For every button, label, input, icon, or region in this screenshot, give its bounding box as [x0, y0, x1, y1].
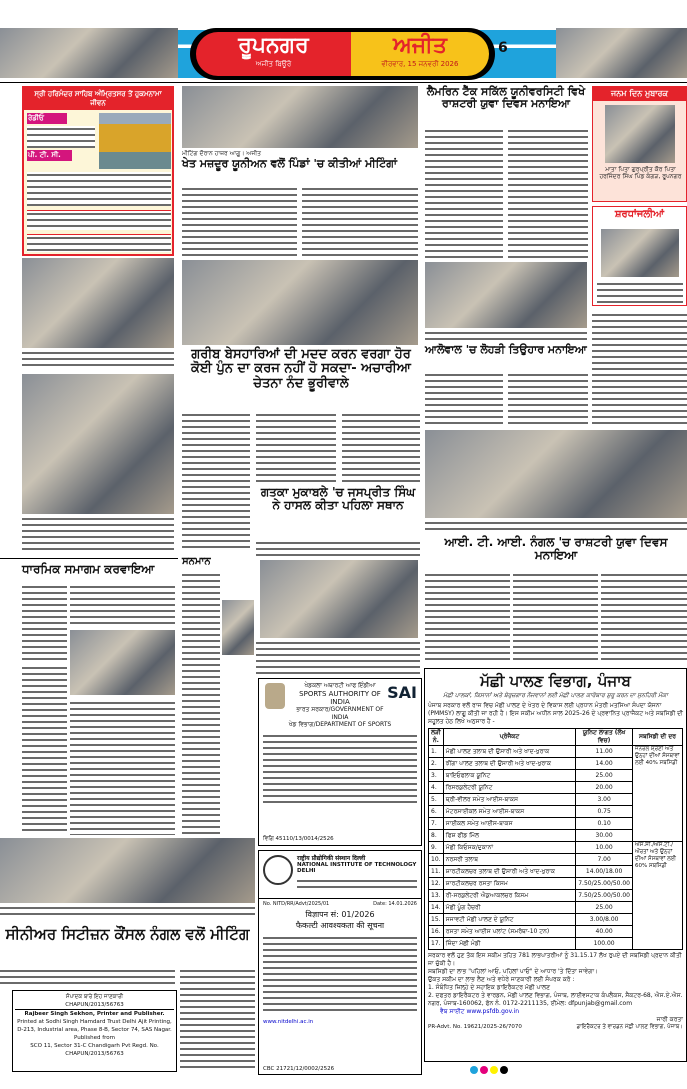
birthday-box: [592, 86, 687, 202]
article-body: [508, 372, 588, 428]
table-cell: 3.00/8.00: [576, 914, 633, 926]
table-cell: 20.00: [576, 782, 633, 794]
tributes-title: ਸ਼ਰਧਾਂਜਲੀਆਂ: [614, 209, 665, 220]
imprint-line: Rajbeer Singh Sekhon, Printer and Publisher.: [15, 1009, 174, 1018]
table-cell: 16.: [429, 926, 444, 938]
photo-caption: ਮੀਟਿੰਗ ਦੌਰਾਨ ਹਾਜ਼ਰ ਆਗੂ। ਅਜੀਤ: [182, 150, 261, 157]
masthead-logo: [190, 28, 495, 80]
nit-logo-icon: [263, 855, 293, 885]
article-body: [342, 412, 420, 482]
table-cell: 13.: [429, 890, 444, 902]
headline-farm-labour: ਖੇਤ ਮਜ਼ਦੂਰ ਯੂਨੀਅਨ ਵਲੋਂ ਪਿੰਡਾਂ 'ਚ ਕੀਤੀਆਂ ਮੀਟਿੰਗਾਂ: [182, 157, 398, 170]
news-photo: [22, 374, 174, 514]
article-body: [592, 312, 687, 427]
table-cell: 10.: [429, 854, 444, 866]
registration-marks: [470, 1066, 508, 1074]
imprint-line: SCO 11, Sector 31-C Chandigarh Pvt Regd. No. CHAPUN/2013/56763: [30, 1043, 159, 1057]
table-cell: 14.00: [576, 758, 633, 770]
gurbani-text: [27, 172, 171, 206]
photo-caption: [0, 905, 255, 917]
article-body: [256, 412, 336, 482]
header-photo-right: [556, 28, 687, 78]
fisheries-issuer: ਡਾਇਰੈਕਟਰ ਤੇ ਵਾਰਡਨ ਮੱਛੀ ਪਾਲਣ ਵਿਭਾਗ, ਪੰਜਾਬ।: [576, 1024, 683, 1030]
subsidy-table: [428, 728, 683, 950]
nit-footer: CBC 21721/12/0002/2526: [263, 1066, 335, 1072]
photo-caption: [425, 520, 687, 532]
photo-caption: [597, 281, 683, 303]
article-body: [0, 968, 175, 986]
headline-lohri: ਆਲੋਵਾਲ 'ਚ ਲੋਹੜੀ ਤਿਉਹਾਰ ਮਨਾਇਆ: [425, 343, 587, 356]
table-cell: ਮੋਟਰਸਾਈਕਲ ਸਮੇਤ ਆਈਸ-ਬਾਕਸ: [443, 806, 575, 818]
table-cell: 1.: [429, 746, 444, 758]
table-cell: 17.: [429, 938, 444, 950]
page-number: 6: [498, 40, 508, 56]
sai-ref: ਵਿਗਿ 45110/13/0014/2526: [263, 836, 334, 842]
gurbani-box: [22, 86, 174, 256]
table-cell: 7.50/25.00/50.00: [576, 878, 633, 890]
table-cell: 11.00: [576, 746, 633, 758]
photo-caption: [22, 350, 174, 368]
fisheries-note: ਉਕਤ ਸਕੀਮ ਦਾ ਲਾਭ ਲੈਣ ਅਤੇ ਵਧੇਰੇ ਜਾਣਕਾਰੀ ਲਈ ਸੰਪਰਕ ਕਰੋ :: [428, 976, 575, 983]
article-body: [70, 584, 175, 627]
column-header: ਯੂਨਿਟ ਲਾਗਤ (ਲੱਖ ਵਿਚ): [576, 729, 633, 746]
article-body: [256, 640, 420, 674]
news-photo: [0, 838, 255, 903]
article-body: [182, 186, 297, 256]
table-cell: 100.00: [576, 938, 633, 950]
table-cell: ਝੀਂਗਾ ਪਾਲਣ ਤਲਾਬ ਦੀ ਉਸਾਰੀ ਅਤੇ ਖਾਦ-ਖੁਰਾਕ: [443, 758, 575, 770]
nit-advertisement: [258, 850, 422, 1075]
nit-website[interactable]: www.nitdelhi.ac.in: [263, 1019, 314, 1025]
fisheries-advertisement: [424, 668, 687, 1062]
table-cell: 5.: [429, 794, 444, 806]
fisheries-contact: 2. ਦਫਤਰ ਡਾਇਰੈਕਟਰ ਤੇ ਵਾਰਡਨ, ਮੱਛੀ ਪਾਲਣ ਵਿਭਾਗ, ਪੰਜਾਬ, ਲਾਈਵਸਟਾਕ ਕੰਪਲੈਕਸ, ਸੈਕਟਰ-68, ਐਸ.ਏ.ਐਸ. ਨਗਰ, ਪੰਜਾਬ-160062, ਫੋਨ ਨੰ. 0172-2211135, ਈਮੇਲ: dfpunjab@gmail.com: [428, 992, 683, 1007]
sai-advertisement: [258, 678, 422, 846]
fisheries-website[interactable]: ਵੈਬ ਸਾਈਟ www.psfdb.gov.in: [440, 1008, 520, 1015]
table-cell: ਬਾਇਓਫਲਾਕ ਯੂਨਿਟ: [443, 770, 575, 782]
article-body: [513, 572, 598, 660]
table-cell: 3.00: [576, 794, 633, 806]
gurbani-text: [27, 234, 171, 252]
headline-youth-day-lamrin: ਲੈਮਰਿਨ ਟੈੱਕ ਸਕਿੱਲ ਯੂਨੀਵਰਸਿਟੀ ਵਿਖੇ ਰਾਸ਼ਟਰੀ ਯੁਵਾ ਦਿਵਸ ਮਨਾਇਆ: [426, 85, 586, 111]
table-cell: ਨਰਸਰੀ ਤਲਾਬ: [443, 854, 575, 866]
photo-caption: [22, 516, 174, 552]
table-cell: 10.00: [576, 842, 633, 854]
ad-body: [263, 935, 417, 1015]
imprint-line: Printed at Sodhi Singh Hamdard Trust Delhi Ajit Printing,: [17, 1019, 172, 1025]
fisheries-intro: ਪੰਜਾਬ ਸਰਕਾਰ ਵਲੋਂ ਰਾਜ ਵਿਚ ਮੱਛੀ ਪਾਲਣ ਦੇ ਖੇਤਰ ਦੇ ਵਿਕਾਸ ਲਈ ਪ੍ਰਧਾਨ ਮੰਤਰੀ ਮਤਸਿਆ ਸੰਪਦਾ ਯੋਜਨਾ (PMMSY) ਲਾਗੂ ਕੀਤੀ ਜਾ ਰਹੀ ਹੈ। ਇਸ ਸਕੀਮ ਅਧੀਨ ਸਾਲ 2025-26 ਦੇ ਪ੍ਰਵਾਨਿਤ ਪ੍ਰਾਜੈਕਟ ਅਤੇ ਸਬਸਿਡੀ ਦੀ ਸਹੂਲਤ ਹੇਠ ਲਿਖੇ ਅਨੁਸਾਰ ਹੈ -: [428, 702, 683, 725]
table-cell: 25.00: [576, 902, 633, 914]
article-body: [256, 540, 420, 558]
sai-line: ਭਾਰਤ ਸਰਕਾਰ/GOVERNMENT OF INDIA: [296, 706, 384, 721]
table-cell: 6.: [429, 806, 444, 818]
subsidy-rate-cell: ਜਨਰਲ ਸ਼੍ਰੇਣੀ ਅਤੇ ਉਨ੍ਹਾਂ ਦੀਆਂ ਸੰਸਥਾਵਾਂ ਲਈ 40% ਸਬਸਿਡੀ: [633, 746, 683, 842]
emblem-icon: [265, 683, 285, 709]
article-body: [22, 584, 67, 662]
sai-line: ਖੇਡ ਵਿਭਾਗ/DEPARTMENT OF SPORTS: [288, 721, 392, 728]
imprint-box: [12, 990, 177, 1072]
nit-advt-no: विज्ञापन सं: 01/2026: [305, 910, 375, 919]
headline-gatka: ਗਤਕਾ ਮੁਕਾਬਲੇ 'ਚ ਜਸਪ੍ਰੀਤ ਸਿੰਘ ਨੇ ਹਾਸਲ ਕੀਤਾ ਪਹਿਲਾ ਸਥਾਨ: [260, 485, 416, 513]
subsidy-rate-cell: ਐਸ.ਸੀ./ਐਸ.ਟੀ./ ਔਰਤਾਂ ਅਤੇ ਉਨ੍ਹਾਂ ਦੀਆਂ ਸੰਸਥਾਵਾਂ ਲਈ 60% ਸਬਸਿਡੀ: [633, 842, 683, 950]
nit-name-hi: राष्ट्रीय प्रौद्योगिकी संस्थान दिल्ली: [297, 855, 366, 862]
sai-logo: SAI: [387, 683, 417, 702]
sai-line: SPORTS AUTHORITY OF INDIA: [299, 690, 381, 706]
editor-line: ਸੰਪਾਦਕ ਬਾਰੇ ਇਹ ਜਾਣਕਾਰੀ: [65, 994, 124, 1000]
table-cell: 9.: [429, 842, 444, 854]
table-row: [429, 842, 683, 854]
tribute-photo: [601, 229, 679, 277]
headline-honour: ਸਨਮਾਨ: [182, 556, 211, 567]
headline-charity: ਗਰੀਬ ਬੇਸਹਾਰਿਆਂ ਦੀ ਮਦਦ ਕਰਨ ਵਰਗਾ ਹੋਰ ਕੋਈ ਪੁੰਨ ਦਾ ਕਰਜ ਨਹੀਂ ਹੋ ਸਕਦਾ- ਅਚਾਰੀਆ ਚੇਤਨਾ ਨੰਦ ਭੂਰੀਵਾਲੇ: [191, 347, 411, 391]
article-body: [302, 186, 418, 256]
table-cell: ਫਿਸ਼ ਫੀਡ ਮਿੱਲ: [443, 830, 575, 842]
table-cell: ਮੱਛੀ ਪੂੰਗ ਹੈਚਰੀ: [443, 902, 575, 914]
table-cell: 2.: [429, 758, 444, 770]
table-cell: 0.10: [576, 818, 633, 830]
ad-body: [297, 878, 417, 892]
birthday-title: ਜਨਮ ਦਿਨ ਮੁਬਾਰਕ: [593, 87, 686, 101]
portrait-photo: [222, 600, 254, 655]
table-cell: 14.: [429, 902, 444, 914]
article-body: [22, 665, 67, 835]
header-photo-left: [0, 28, 178, 78]
article-body: [70, 700, 175, 835]
table-cell: 40.00: [576, 926, 633, 938]
table-cell: ਸਜਾਵਟੀ ਮੱਛੀ ਪਾਲਣ ਦੇ ਯੂਨਿਟ: [443, 914, 575, 926]
table-cell: 30.00: [576, 830, 633, 842]
table-cell: 12.: [429, 878, 444, 890]
birthday-caption: ਮਾਤਾ ਪਿਤਾ ਗੁਰਪ੍ਰੀਤ ਕੌਰ ਪਿਤਾ ਹਰਜਿੰਦਰ ਸਿੰਘ ਪਿੰਡ ਕੰਗੜ, ਰੂਪਨਗਰ: [599, 166, 682, 180]
masthead-title-left: ਰੂਪਨਗਰ: [238, 33, 309, 58]
editor-regno: CHAPUN/2013/56763: [65, 1002, 124, 1008]
gurbani-tag-radio: ਰੇਡੀਓ: [27, 113, 67, 124]
table-cell: 3.: [429, 770, 444, 782]
article-body: [425, 372, 503, 428]
fisheries-signoff: ਜਾਰੀ ਕਰਤਾ: [656, 1016, 683, 1023]
table-cell: 7.00: [576, 854, 633, 866]
article-body: [601, 572, 687, 660]
fisheries-note: ਸਰਕਾਰ ਵਲੋਂ ਹੁਣ ਤੱਕ ਇਸ ਸਕੀਮ ਤਹਿਤ 781 ਲਾਭਪਾਤਰੀਆਂ ਨੂੰ 31.15.17 ਲੱਖ ਰੁਪਏ ਦੀ ਸਬਸਿਡੀ ਪ੍ਰਦਾਨ ਕੀਤੀ ਜਾ ਚੁੱਕੀ ਹੈ।: [428, 952, 682, 967]
news-photo: [425, 430, 687, 518]
table-cell: ਸ਼ਾਰਟੀਕਲਚਰ ਰਸਤਾ ਕਿਸਮ: [443, 878, 575, 890]
article-body: [508, 128, 588, 258]
table-cell: ਸ਼ਾਰਟੀਕਲਚਰ ਤਲਾਬ ਦੀ ਉਸਾਰੀ ਅਤੇ ਖਾਦ-ਖੁਰਾਕ: [443, 866, 575, 878]
article-body: [182, 412, 250, 552]
fisheries-contact: 1. ਸੰਬੰਧਿਤ ਜ਼ਿਲ੍ਹੇ ਦੇ ਸਹਾਇਕ ਡਾਇਰੈਕਟਰ ਮੱਛੀ ਪਾਲਣ: [428, 984, 551, 991]
fisheries-subtitle: ਮੱਛੀ ਪਾਲਕਾਂ, ਕਿਸਾਨਾਂ ਅਤੇ ਬੇਰੁਜ਼ਗਾਰ ਨੌਜਵਾਨਾਂ ਲਈ ਮੱਛੀ ਪਾਲਣ ਕਾਰੋਬਾਰ ਸ਼ੁਰੂ ਕਰਨ ਦਾ ਸੁਨਹਿਰੀ ਮੌਕਾ: [443, 692, 668, 699]
golden-temple-photo: [99, 113, 171, 169]
column-header: ਸਬਸਿਡੀ ਦੀ ਦਰ: [633, 729, 683, 746]
article-body: [180, 968, 255, 1072]
birthday-photo: [605, 105, 675, 163]
nit-ref: No. NITD/RR/Advt/2025/01: [263, 901, 330, 907]
news-photo: [260, 560, 418, 638]
table-cell: 25.00: [576, 770, 633, 782]
gurbani-text: [27, 210, 171, 230]
masthead-subtitle: ਅਜੀਤ ਬਿਊਰੋ: [255, 60, 292, 68]
nit-date: Date: 14.01.2026: [373, 901, 417, 907]
article-body: [425, 128, 503, 258]
table-cell: ਰੀ-ਸਰਕੁਲੇਟਰੀ ਐਕੁਆਕਲਚਰ ਕਿਸਮ: [443, 890, 575, 902]
headline-religious-event: ਧਾਰਮਿਕ ਸਮਾਗਮ ਕਰਵਾਇਆ: [22, 562, 155, 576]
table-row: [429, 746, 683, 758]
table-cell: ਮੱਛੀ ਪਾਲਣ ਤਲਾਬ ਦੀ ਉਸਾਰੀ ਅਤੇ ਖਾਦ-ਖੁਰਾਕ: [443, 746, 575, 758]
fisheries-adv-no: PR-Advt. No. 19621/2025-26/7070: [428, 1024, 522, 1030]
masthead-title-right: ਅਜੀਤ: [393, 33, 447, 58]
table-cell: ਮੱਛੀ ਕਿਓਸਕ/ਦੁਕਾਨਾਂ: [443, 842, 575, 854]
column-header: ਪ੍ਰੋਜੈਕਟ: [443, 729, 575, 746]
article-body: [182, 572, 220, 834]
fisheries-note: ਸਬਸਿਡੀ ਦਾ ਲਾਭ "ਪਹਿਲਾਂ ਆਓ, ਪਹਿਲਾਂ ਪਾਓ" ਦੇ ਆਧਾਰ 'ਤੇ ਦਿੱਤਾ ਜਾਵੇਗਾ।: [428, 968, 599, 975]
photo-caption: [425, 330, 587, 340]
nit-name-en: NATIONAL INSTITUTE OF TECHNOLOGY DELHI: [297, 862, 417, 874]
table-cell: 7.50/25.00/50.00: [576, 890, 633, 902]
table-cell: ਰਿਸਰਕੁਲੇਟਰੀ ਯੂਨਿਟ: [443, 782, 575, 794]
news-photo: [22, 258, 174, 348]
table-cell: 14.00/18.00: [576, 866, 633, 878]
headline-iti-nangal: ਆਈ. ਟੀ. ਆਈ. ਨੰਗਲ 'ਚ ਰਾਸ਼ਟਰੀ ਯੁਵਾ ਦਿਵਸ ਮਨਾਇਆ: [444, 535, 668, 563]
nit-title: फैकल्टी आवश्यकता की सूचना: [295, 921, 385, 930]
table-cell: ਥ੍ਰੀ-ਵੀਲਰ ਸਮੇਤ ਆਈਸ-ਬਾਕਸ: [443, 794, 575, 806]
news-photo: [425, 262, 587, 328]
ad-body: [263, 733, 417, 803]
headline-senior-citizen: ਸੀਨੀਅਰ ਸਿਟੀਜ਼ਨ ਕੌਂਸਲ ਨੰਗਲ ਵਲੋਂ ਮੀਟਿੰਗ: [5, 925, 250, 943]
article-body: [425, 572, 510, 660]
table-cell: ਜ਼ਿੰਦਾ ਮੱਛੀ ਮੰਡੀ: [443, 938, 575, 950]
table-cell: ਸਾਈਕਲ ਸਮੇਤ ਆਈਸ-ਬਾਕਸ: [443, 818, 575, 830]
gurbani-title: ਸ੍ਰੀ ਹਰਿਮੰਦਰ ਸਾਹਿਬ ਅੰਮ੍ਰਿਤਸਰ ਤੋਂ ਹੁਕਮਨਾਮਾ ਜੀਵਨ: [24, 88, 172, 110]
divider: [0, 82, 687, 83]
table-cell: 7.: [429, 818, 444, 830]
table-cell: ਰਸਤਾ ਸਮੇਤ ਆਈਸ ਪਲਾਂਟ (ਸਮਰੱਥਾ-10 ਟਨ): [443, 926, 575, 938]
tributes-box: [592, 206, 687, 306]
news-photo: [182, 86, 418, 148]
divider: [0, 558, 178, 559]
news-photo: [182, 260, 418, 345]
sai-line: ਖੇਡਕਲਾ ਅਥਾਰਟੀ ਆਫ ਇੰਡੀਆ: [304, 682, 376, 689]
column-header: ਲੜੀ ਨੰ.: [429, 729, 444, 746]
imprint-line: D-213, Industrial area, Phase 8-B, Sector 74, SAS Nagar. Published from: [17, 1027, 172, 1041]
table-cell: 8.: [429, 830, 444, 842]
table-cell: 0.75: [576, 806, 633, 818]
table-cell: 11.: [429, 866, 444, 878]
table-cell: 15.: [429, 914, 444, 926]
masthead-date: ਵੀਰਵਾਰ, 15 ਜਨਵਰੀ 2026: [381, 60, 459, 68]
gurbani-tag-ptc: ਪੀ. ਟੀ. ਸੀ.: [27, 150, 72, 161]
table-cell: 4.: [429, 782, 444, 794]
gurbani-text: [27, 126, 95, 148]
fisheries-title: ਮੱਛੀ ਪਾਲਣ ਵਿਭਾਗ, ਪੰਜਾਬ: [480, 672, 631, 690]
news-photo: [70, 630, 175, 695]
